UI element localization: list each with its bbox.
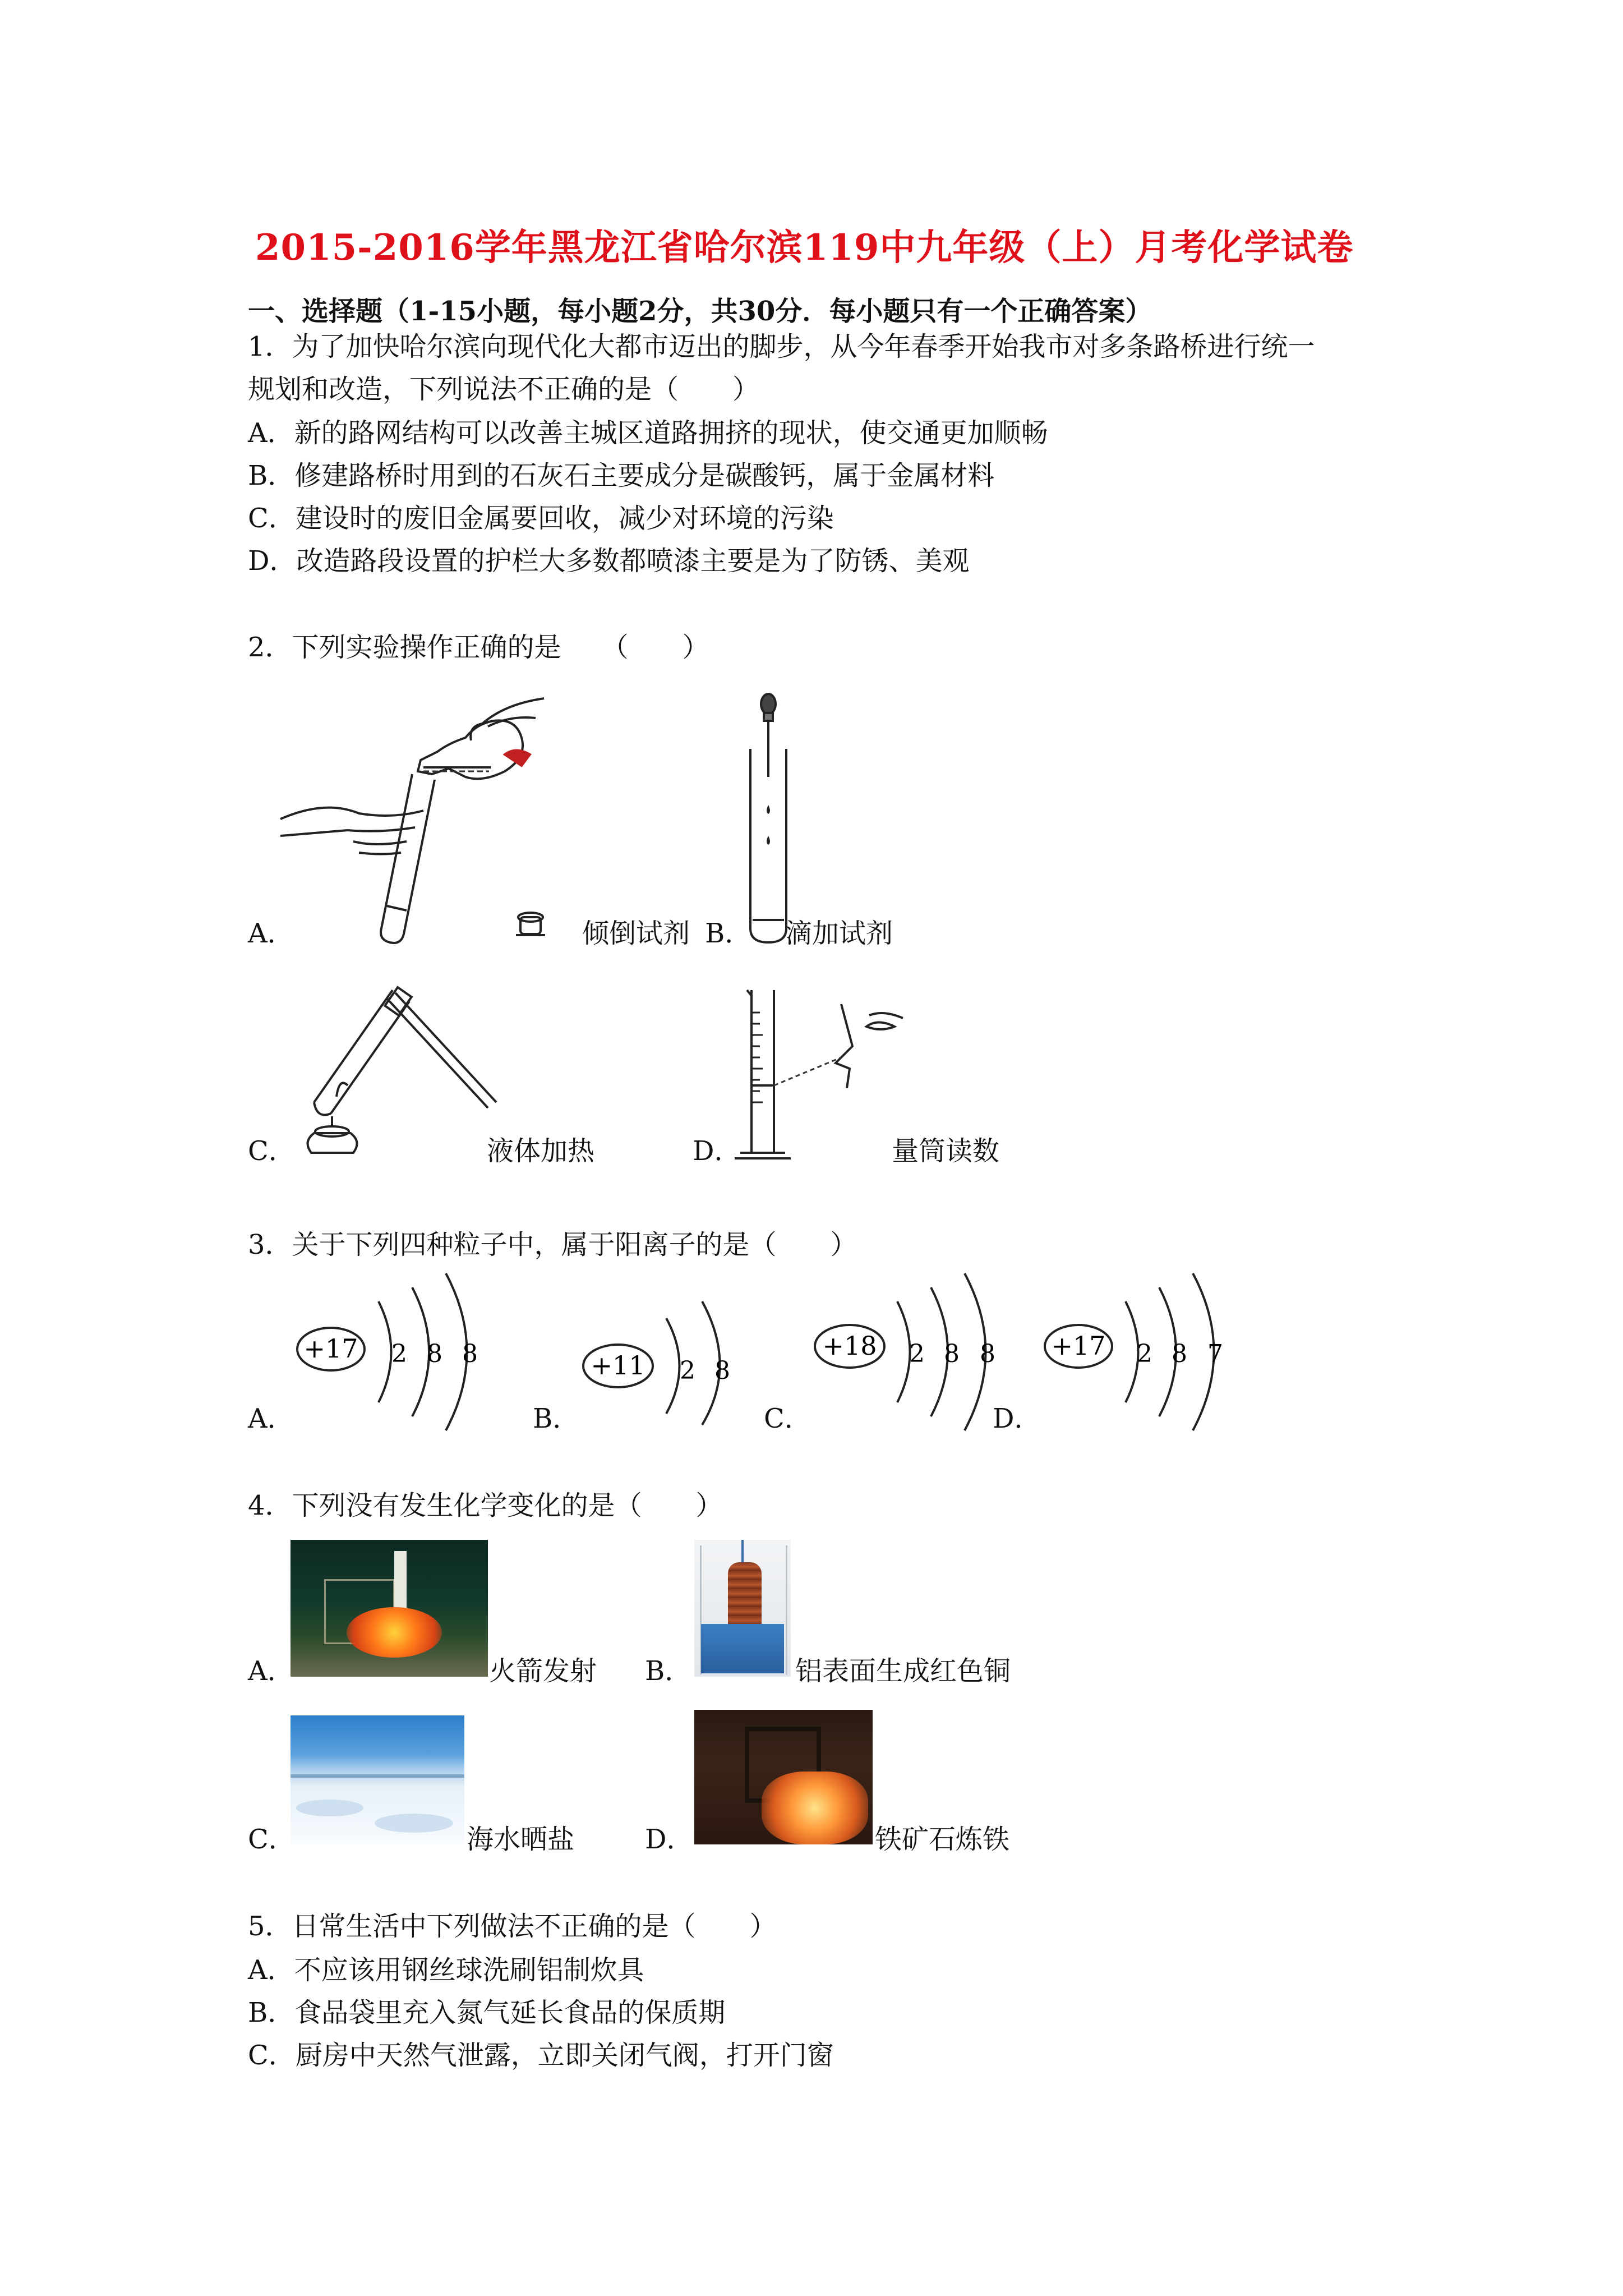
q2-d-caption: 量筒读数 bbox=[892, 1135, 1000, 1167]
shell-electrons: 8 bbox=[462, 1340, 478, 1368]
aluminum-copper-photo bbox=[694, 1540, 791, 1677]
atom-structure-d bbox=[1040, 1268, 1242, 1436]
shell-electrons: 2 bbox=[680, 1356, 695, 1385]
q5-option-b: B．食品袋里充入氮气延长食品的保质期 bbox=[248, 1997, 726, 2028]
q4-b-caption: 铝表面生成红色铜 bbox=[795, 1655, 1011, 1687]
dropper-figure bbox=[746, 687, 791, 945]
q2-a-letter: A． bbox=[248, 918, 294, 949]
q4-c-letter: C． bbox=[248, 1824, 296, 1855]
shell-electrons: 8 bbox=[714, 1356, 730, 1385]
q1-option-b: B．修建路桥时用到的石灰石主要成分是碳酸钙，属于金属材料 bbox=[248, 460, 995, 491]
q2-c-letter: C． bbox=[248, 1135, 296, 1167]
iron-smelting-photo bbox=[694, 1710, 873, 1844]
q1-stem-line1: 1．为了加快哈尔滨向现代化大都市迈出的脚步，从今年春季开始我市对多条路桥进行统一 bbox=[248, 331, 1315, 362]
shell-electrons: 7 bbox=[1207, 1340, 1223, 1368]
sea-salt-photo bbox=[291, 1715, 464, 1844]
shell-electrons: 2 bbox=[1137, 1340, 1152, 1368]
q4-d-caption: 铁矿石炼铁 bbox=[875, 1824, 1010, 1855]
q3-b-letter: B． bbox=[533, 1403, 580, 1434]
q3-d-letter: D． bbox=[993, 1403, 1041, 1434]
shell-electrons: 8 bbox=[980, 1340, 995, 1368]
page-title: 2015-2016学年黑龙江省哈尔滨119中九年级（上）月考化学试卷 bbox=[255, 227, 1354, 269]
q2-b-caption: 滴加试剂 bbox=[785, 918, 893, 949]
atom-structure-a bbox=[292, 1268, 494, 1436]
q5-option-a: A．不应该用钢丝球洗刷铝制炊具 bbox=[248, 1954, 644, 1986]
q1-option-d: D．改造路段设置的护栏大多数都喷漆主要是为了防锈、美观 bbox=[248, 545, 970, 577]
q2-b-letter: B． bbox=[705, 918, 752, 949]
atom-structure-c bbox=[810, 1268, 1012, 1436]
q2-c-caption: 液体加热 bbox=[487, 1135, 595, 1167]
heating-liquid-figure bbox=[292, 979, 516, 1170]
q1-stem-line2: 规划和改造，下列说法不正确的是（ ） bbox=[248, 374, 760, 405]
shell-electrons: 8 bbox=[427, 1340, 442, 1368]
nucleus-charge: +18 bbox=[822, 1331, 877, 1361]
q4-c-caption: 海水晒盐 bbox=[467, 1824, 575, 1855]
q3-a-letter: A． bbox=[248, 1403, 294, 1434]
q1-option-a: A．新的路网结构可以改善主城区道路拥挤的现状，使交通更加顺畅 bbox=[248, 417, 1048, 449]
nucleus-charge: +11 bbox=[591, 1350, 645, 1381]
section-heading: 一、选择题（1-15小题，每小题2分，共30分．每小题只有一个正确答案） bbox=[248, 296, 1152, 327]
nucleus-charge: +17 bbox=[303, 1333, 358, 1364]
q4-a-letter: A． bbox=[248, 1655, 294, 1687]
q2-stem: 2．下列实验操作正确的是 （ ） bbox=[248, 632, 709, 663]
q5-option-c: C．厨房中天然气泄露，立即关闭气阀，打开门窗 bbox=[248, 2040, 834, 2071]
shell-electrons: 2 bbox=[909, 1340, 925, 1368]
q5-stem: 5．日常生活中下列做法不正确的是（ ） bbox=[248, 1911, 777, 1942]
shell-electrons: 8 bbox=[1172, 1340, 1187, 1368]
q3-stem: 3．关于下列四种粒子中，属于阳离子的是（ ） bbox=[248, 1229, 857, 1260]
pouring-reagent-figure bbox=[280, 693, 594, 951]
q4-d-letter: D． bbox=[645, 1824, 694, 1855]
q4-b-letter: B． bbox=[645, 1655, 692, 1687]
q4-stem: 4．下列没有发生化学变化的是（ ） bbox=[248, 1490, 723, 1521]
q3-c-letter: C． bbox=[764, 1403, 811, 1434]
atom-structure-b bbox=[578, 1290, 746, 1425]
q2-d-letter: D． bbox=[693, 1135, 741, 1167]
shell-electrons: 8 bbox=[944, 1340, 960, 1368]
shell-electrons: 2 bbox=[391, 1340, 407, 1368]
q2-a-caption: 倾倒试剂 bbox=[582, 918, 690, 949]
q1-option-c: C．建设时的废旧金属要回收，减少对环境的污染 bbox=[248, 503, 834, 534]
nucleus-charge: +17 bbox=[1051, 1331, 1106, 1361]
rocket-launch-photo bbox=[291, 1540, 488, 1677]
q4-a-caption: 火箭发射 bbox=[489, 1655, 597, 1687]
